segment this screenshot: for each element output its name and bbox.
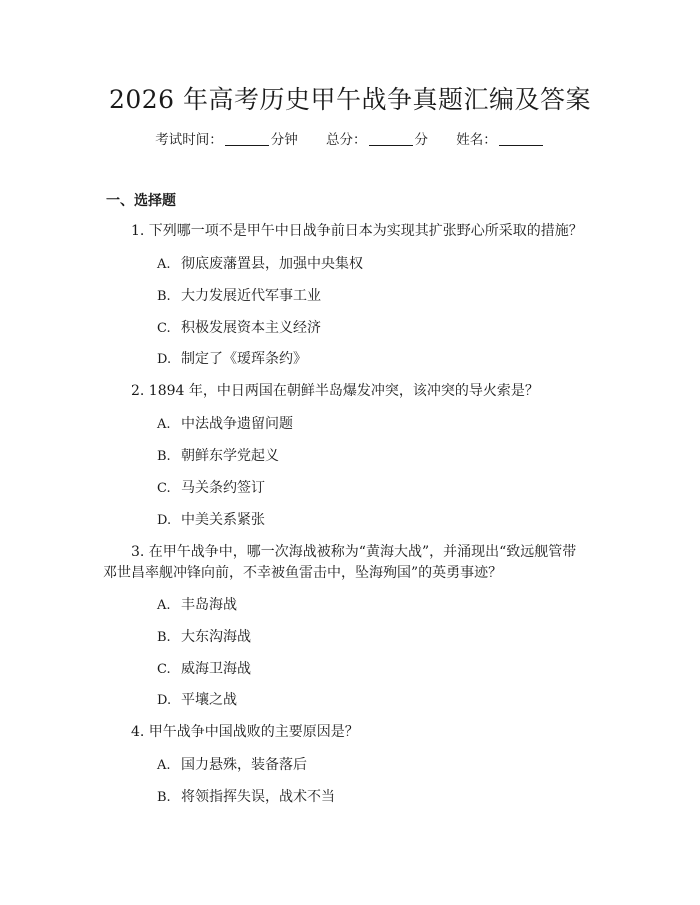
option: B. 将领指挥失误，战术不当 bbox=[157, 789, 335, 805]
option: C. 马关条约签订 bbox=[157, 480, 265, 496]
page-title: 2026 年高考历史甲午战争真题汇编及答案 bbox=[108, 85, 592, 114]
question-2: 2. 1894 年，中日两国在朝鲜半岛爆发冲突，该冲突的导火索是？ bbox=[131, 383, 539, 399]
total-score: 总分： 分 bbox=[326, 132, 428, 148]
section-heading: 一、选择题 bbox=[106, 193, 176, 209]
question-1: 1. 下列哪一项不是甲午中日战争前日本为实现其扩张野心所采取的措施？ bbox=[131, 223, 583, 239]
name-blank bbox=[499, 131, 543, 146]
option: B. 大力发展近代军事工业 bbox=[157, 288, 321, 304]
option: A. 中法战争遗留问题 bbox=[157, 416, 293, 432]
option: B. 朝鲜东学党起义 bbox=[157, 448, 279, 464]
question-3-continued: 邓世昌率舰冲锋向前，不幸被鱼雷击中，坠海殉国”的英勇事迹？ bbox=[103, 565, 503, 581]
option: D. 平壤之战 bbox=[157, 692, 237, 708]
exam-time: 考试时间： 分钟 bbox=[155, 132, 298, 148]
time-blank bbox=[225, 131, 269, 146]
option: C. 积极发展资本主义经济 bbox=[157, 320, 321, 336]
option: B. 大东沟海战 bbox=[157, 629, 251, 645]
option: D. 制定了《瑷珲条约》 bbox=[157, 351, 307, 367]
exam-meta bbox=[0, 130, 700, 150]
question-4: 4. 甲午战争中国战败的主要原因是？ bbox=[131, 724, 359, 740]
option: C. 威海卫海战 bbox=[157, 661, 251, 677]
option: A. 国力悬殊，装备落后 bbox=[157, 757, 307, 773]
score-blank bbox=[369, 131, 413, 146]
option: D. 中美关系紧张 bbox=[157, 512, 265, 528]
option: A. 彻底废藩置县，加强中央集权 bbox=[157, 256, 363, 272]
option: A. 丰岛海战 bbox=[157, 597, 237, 613]
question-3: 3. 在甲午战争中，哪一次海战被称为“黄海大战”，并涌现出“致远舰管带 bbox=[131, 544, 577, 560]
student-name: 姓名： bbox=[456, 132, 545, 148]
